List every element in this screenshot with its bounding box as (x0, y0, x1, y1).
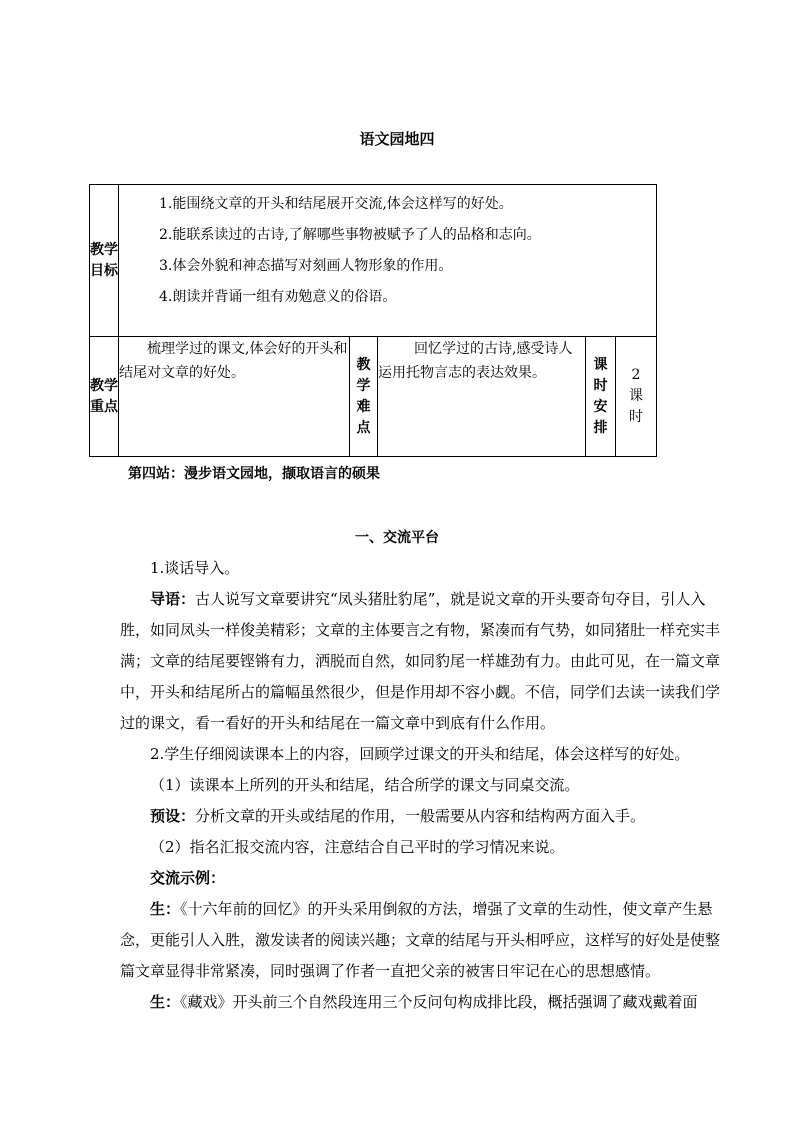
paragraph-step-2-2: （2）指名汇报交流内容，注意结合自己平时的学习情况来说。 (150, 838, 565, 856)
station-heading: 第四站：漫步语文园地，撷取语言的硕果 (128, 466, 380, 482)
example-label: 交流示例： (150, 869, 226, 887)
preset-text: 分析文章的开头或结尾的作用，一般需要从内容和结构两方面入手。 (195, 807, 646, 825)
goal-item-3: 3.体会外貌和神态描写对刻画人物形象的作用。 (159, 258, 453, 274)
paragraph-step-2: 2.学生仔细阅读课本上的内容，回顾学过课文的开头和结尾，体会这样写的好处。 (150, 745, 690, 763)
paragraph-preset (120, 801, 720, 832)
key-label: 教学重点 (90, 337, 119, 457)
goals-cell (119, 185, 657, 337)
paragraph-intro: 1.谈话导入。 (150, 559, 240, 577)
section-title: 一、交流平台 (355, 530, 439, 546)
paragraph-lead (120, 584, 720, 739)
lesson-body (120, 553, 720, 1018)
difficulty-label: 教学难点 (350, 337, 378, 457)
key-text: 梳理学过的课文,体会好的开头和结尾对文章的好处。 (119, 337, 350, 457)
lead-text: 古人说写文章要讲究“凤头猪肚豹尾”，就是说文章的开头要奇句夺目，引人入胜，如同凤头一样俊美精彩；文章的主体要言之有物，紧凑而有气势，如同猪肚一样充实丰满；文章的结尾要铿锵有力，洒脱而自然，如同豹尾一样雄劲有力。由此可见，在一篇文章中，开头和结尾所占的篇幅虽然很少，但是作用却不容小觑。不信，同学们去读一读我们学过的课文，看一看好的开头和结尾在一篇文章中到底有什么作用。 (120, 590, 721, 732)
paragraph-student-2 (120, 987, 720, 1018)
goal-item-2: 2.能联系读过的古诗,了解哪些事物被赋予了人的品格和志向。 (159, 227, 541, 243)
schedule-label: 课时安排 (586, 337, 616, 457)
goals-row (90, 185, 657, 337)
difficulty-text: 回忆学过的古诗,感受诗人运用托物言志的表达效果。 (378, 337, 586, 457)
goal-item-4: 4.朗读并背诵一组有劝勉意义的俗语。 (159, 289, 397, 305)
lesson-plan-table (89, 184, 657, 457)
schedule-value: 2课时 (616, 337, 657, 457)
goal-label: 教学目标 (90, 185, 119, 337)
preset-label: 预设： (150, 807, 196, 825)
paragraph-student-1 (120, 894, 720, 987)
lead-label: 导语： (150, 590, 196, 608)
paragraph-step-2-1: （1）读课本上所列的开头和结尾，结合所学的课文与同桌交流。 (150, 776, 580, 794)
student-label-1: 生： (150, 900, 181, 918)
student-text-2: 《藏戏》开头前三个自然段连用三个反问句构成排比段，概括强调了藏戏戴着面 (180, 993, 698, 1011)
goal-item-1: 1.能围绕文章的开头和结尾展开交流,体会这样写的好处。 (159, 196, 513, 212)
key-difficulty-row (90, 337, 657, 457)
student-text-1: 《十六年前的回忆》的开头采用倒叙的方法，增强了文章的生动性，使文章产生悬念，更能引人入胜，激发读者的阅读兴趣；文章的结尾与开头相呼应，这样写的好处是使整篇文章显得非常紧凑，同时强调了作者一直把父亲的被害日牢记在心的思想感情。 (120, 900, 721, 980)
paragraph-example-heading (120, 863, 720, 894)
page-title: 语文园地四 (359, 130, 435, 148)
student-label-2: 生： (150, 993, 181, 1011)
